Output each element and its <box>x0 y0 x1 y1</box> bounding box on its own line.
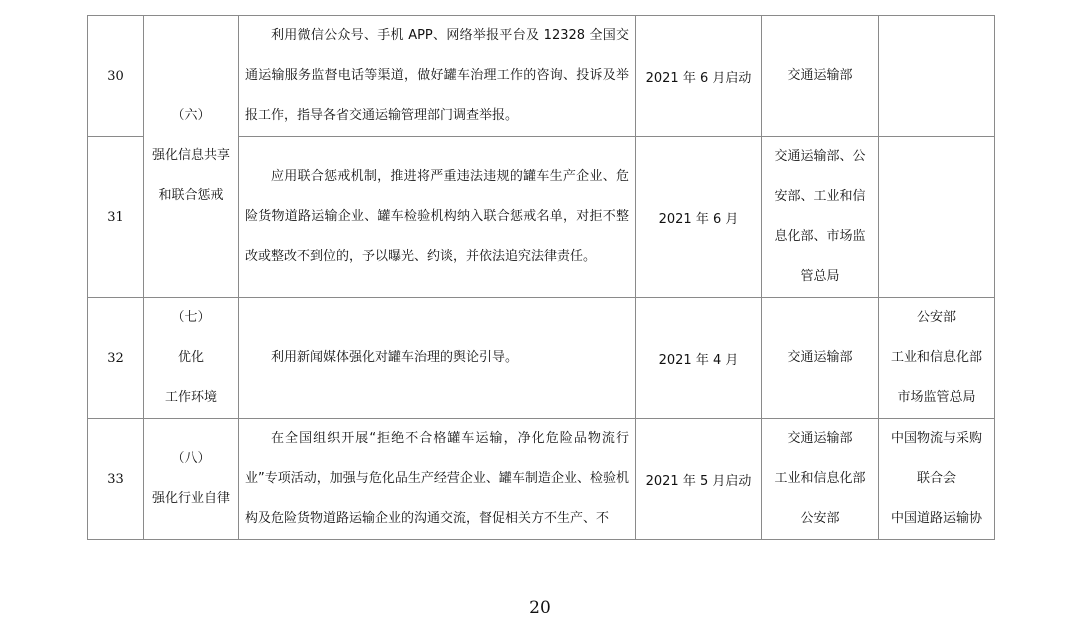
row-number: 30 <box>88 16 144 137</box>
task-content: 在全国组织开展“拒绝不合格罐车运输，净化危险品物流行业”专项活动，加强与危化品生产经营企业、罐车制造企业、检验机构及危险货物道路运输企业的沟通交流，督促相关方不生产、不 <box>239 419 636 540</box>
row-number: 33 <box>88 419 144 540</box>
time-cell: 2021 年 6 月启动 <box>636 16 762 137</box>
task-table <box>87 15 995 540</box>
category-name: 强化信息共享 <box>151 148 230 163</box>
category-name: 工作环境 <box>164 390 217 405</box>
task-content: 利用新闻媒体强化对罐车治理的舆论引导。 <box>239 298 636 419</box>
time-cell: 2021 年 5 月启动 <box>636 419 762 540</box>
lead-department: 交通运输部 <box>762 298 879 419</box>
category-name: 强化行业自律 <box>151 491 230 506</box>
time-cell: 2021 年 6 月 <box>636 137 762 298</box>
cooperating-department: 公安部 工业和信息化部 市场监管总局 <box>879 298 995 419</box>
category-cell <box>144 16 239 298</box>
lead-department: 交通运输部、公 安部、工业和信 息化部、市场监 管总局 <box>762 137 879 298</box>
lead-department: 交通运输部 <box>762 16 879 137</box>
cooperating-department: 中国物流与采购 联合会 中国道路运输协 <box>879 419 995 540</box>
page-number: 20 <box>529 598 551 618</box>
time-cell: 2021 年 4 月 <box>636 298 762 419</box>
lead-department: 交通运输部 工业和信息化部 公安部 <box>762 419 879 540</box>
category-name: 优化 <box>177 350 204 365</box>
category-label: （八） <box>171 451 211 466</box>
category-label: （七） <box>171 310 211 325</box>
task-content: 利用微信公众号、手机 APP、网络举报平台及 12328 全国交通运输服务监督电话等渠道，做好罐车治理工作的咨询、投诉及举报工作，指导各省交通运输管理部门调查举报。 <box>239 16 636 137</box>
cooperating-department <box>879 137 995 298</box>
task-content: 应用联合惩戒机制，推进将严重违法违规的罐车生产企业、危险货物道路运输企业、罐车检验机构纳入联合惩戒名单，对拒不整改或整改不到位的，予以曝光、约谈，并依法追究法律责任。 <box>239 137 636 298</box>
row-number: 32 <box>88 298 144 419</box>
table-row <box>88 419 995 540</box>
category-name: 和联合惩戒 <box>158 188 224 203</box>
category-cell <box>144 298 239 419</box>
table-row <box>88 298 995 419</box>
category-label: （六） <box>171 108 211 123</box>
category-cell <box>144 419 239 540</box>
cooperating-department <box>879 16 995 137</box>
row-number: 31 <box>88 137 144 298</box>
table-row <box>88 16 995 137</box>
